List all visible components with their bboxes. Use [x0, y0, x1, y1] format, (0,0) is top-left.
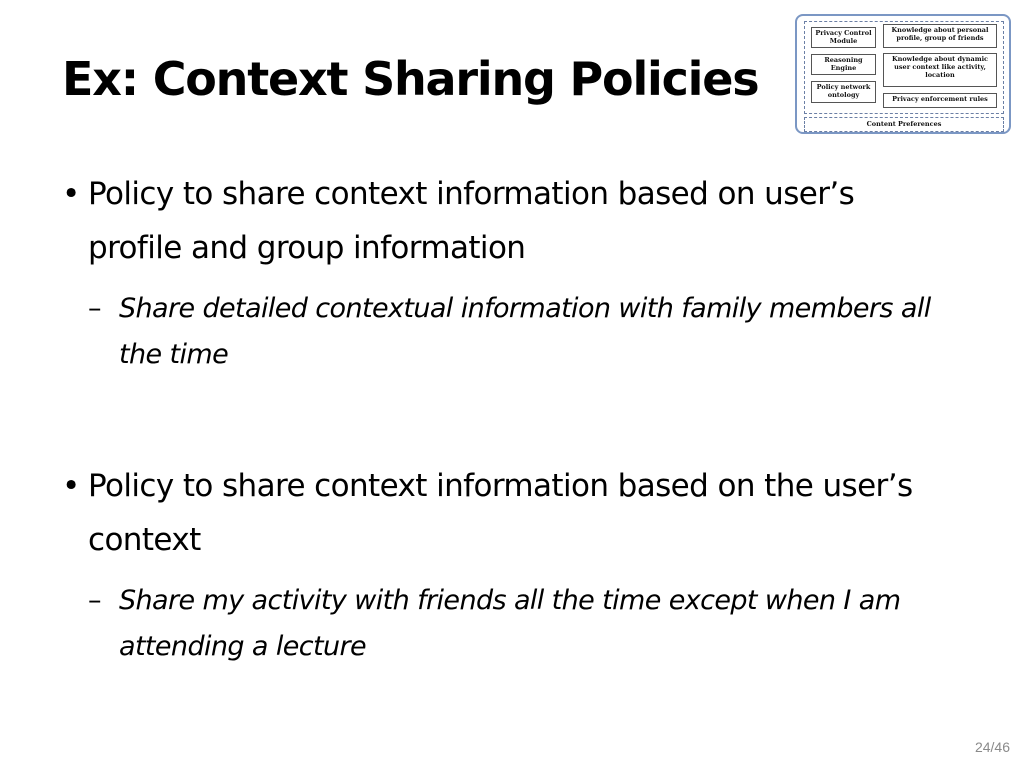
architecture-diagram [795, 14, 1011, 134]
content-preferences-box: Content Preferences [804, 117, 1004, 132]
knowledge-dynamic-box: Knowledge about dynamic user context like activity, location [883, 53, 997, 87]
bullet-1 [62, 167, 942, 275]
slide-number: 24/46 [974, 739, 1010, 755]
policy-network-ontology-box: Policy network ontology [811, 81, 876, 103]
sub-bullet-text: Share detailed contextual information with family members all the time [119, 293, 931, 370]
sub-bullet-marker: – [88, 585, 101, 616]
bullet-text: Policy to share context information based on user’s profile and group information [88, 176, 855, 266]
sub-bullet-2 [88, 578, 948, 670]
sub-bullet-1 [88, 286, 948, 378]
bullet-2 [62, 459, 942, 567]
sub-bullet-marker: – [88, 293, 101, 324]
diagram-module-container [804, 21, 1004, 114]
slide-title: Ex: Context Sharing Policies [62, 52, 759, 106]
bullet-marker: • [62, 176, 80, 212]
privacy-control-module-box: Privacy Control Module [811, 27, 876, 48]
bullet-marker: • [62, 468, 80, 504]
reasoning-engine-box: Reasoning Engine [811, 54, 876, 75]
knowledge-personal-box: Knowledge about personal profile, group of friends [883, 24, 997, 48]
sub-bullet-text: Share my activity with friends all the time except when I am attending a lecture [119, 585, 901, 662]
bullet-text: Policy to share context information based on the user’s context [88, 468, 913, 558]
privacy-enforcement-rules-box: Privacy enforcement rules [883, 93, 997, 108]
